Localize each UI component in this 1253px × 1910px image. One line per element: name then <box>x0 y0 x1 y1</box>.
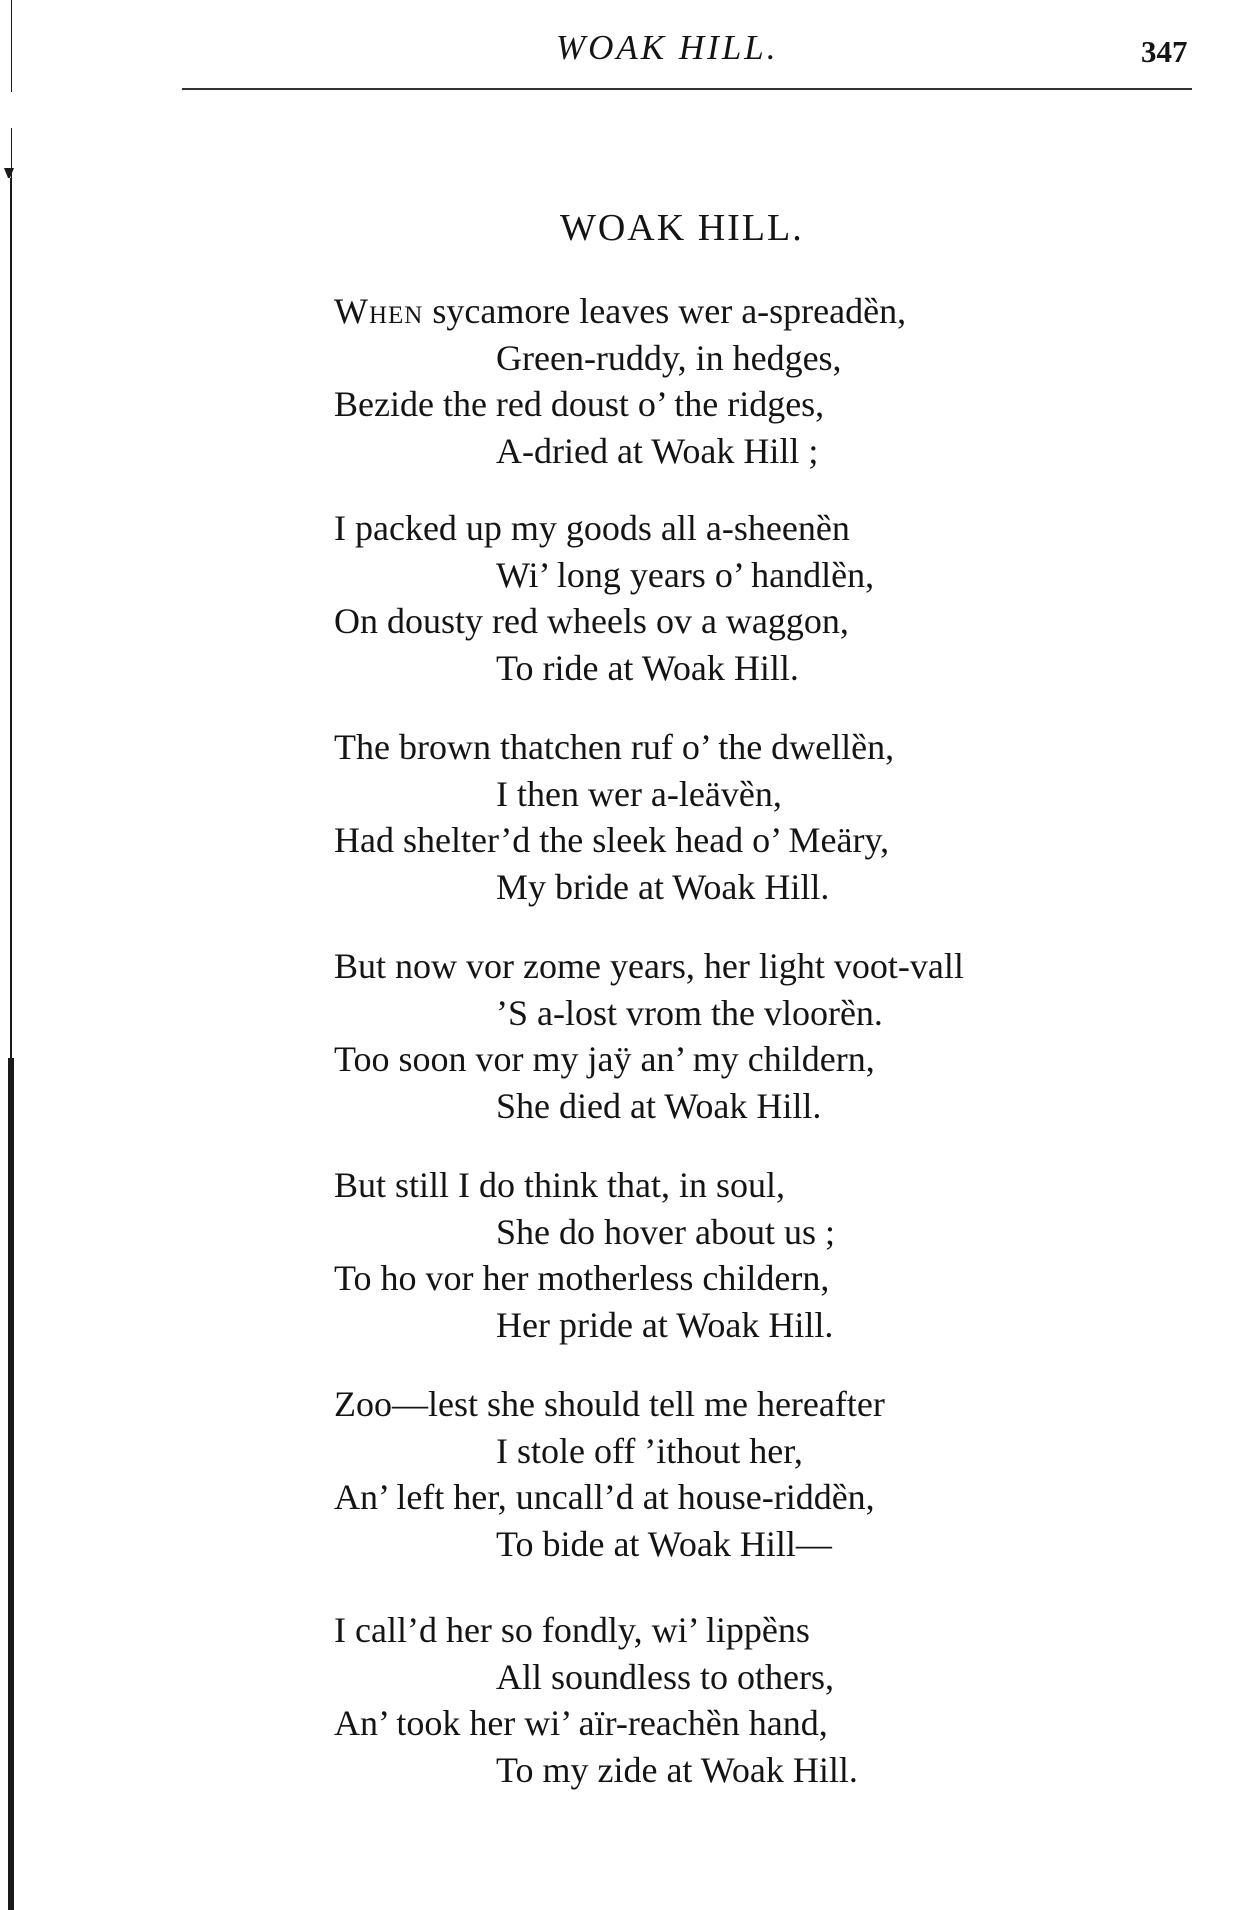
poem-line: Bezide the red doust o’ the ridges, <box>334 384 825 424</box>
opening-word: When <box>334 291 424 331</box>
poem-line: Too soon vor my jaÿ an’ my childern, <box>334 1039 875 1079</box>
poem-title: WOAK HILL. <box>560 207 804 249</box>
poem-line: All soundless to others, <box>496 1656 834 1697</box>
poem-line: Wi’ long years o’ handlȅn, <box>496 554 875 595</box>
poem-line: I call’d her so fondly, wi’ lippȅns <box>334 1610 810 1650</box>
page-number: 347 <box>1141 34 1188 69</box>
poem-line: To ride at Woak Hill. <box>496 647 799 688</box>
poem-line: She do hover about us ; <box>496 1211 835 1252</box>
poem-line: On dousty red wheels ov a waggon, <box>334 601 849 641</box>
poem-line: The brown thatchen ruf o’ the dwellȅn, <box>334 727 895 767</box>
stanza-4 <box>334 943 1194 1129</box>
poem-line: To my zide at Woak Hill. <box>496 1749 858 1790</box>
poem-line: A-dried at Woak Hill ; <box>496 430 819 471</box>
poem-line: An’ left her, uncall’d at house-riddȅn, <box>334 1477 875 1517</box>
running-head <box>0 24 1253 74</box>
poem-line: But now vor zome years, her light voot-vall <box>334 946 964 986</box>
poem-line-text: sycamore leaves wer a-spreadȅn, <box>423 291 907 331</box>
poem-line: My bride at Woak Hill. <box>496 866 830 907</box>
poem-line: To ho vor her motherless childern, <box>334 1258 830 1298</box>
gutter-mark <box>4 168 14 178</box>
poem-line <box>334 288 1194 335</box>
gutter-edge <box>10 178 12 1058</box>
poem-line: ’S a-lost vrom the vloorȅn. <box>496 992 883 1033</box>
poem-line: Green-ruddy, in hedges, <box>496 337 842 378</box>
running-title: WOAK HILL. <box>556 28 779 67</box>
stanza-7 <box>334 1607 1194 1793</box>
header-rule <box>182 88 1192 90</box>
poem-line: Had shelter’d the sleek head o’ Meäry, <box>334 820 890 860</box>
gutter-edge <box>8 1058 14 1910</box>
stanza-2 <box>334 505 1194 691</box>
poem-line: Zoo—lest she should tell me hereafter <box>334 1384 885 1424</box>
stanza-6 <box>334 1381 1194 1567</box>
stanza-3 <box>334 724 1194 910</box>
poem-line: An’ took her wi’ aïr-reachȅn hand, <box>334 1703 828 1743</box>
poem-line: Her pride at Woak Hill. <box>496 1304 834 1345</box>
stanza-5 <box>334 1162 1194 1348</box>
poem-line: To bide at Woak Hill— <box>496 1523 832 1564</box>
poem-line: But still I do think that, in soul, <box>334 1165 786 1205</box>
poem-line: I packed up my goods all a-sheenȅn <box>334 508 850 548</box>
stanza-1 <box>334 288 1194 474</box>
poem-line: I then wer a-leävȅn, <box>496 773 782 814</box>
poem-line: I stole off ’ithout her, <box>496 1430 803 1471</box>
poem-line: She died at Woak Hill. <box>496 1085 822 1126</box>
